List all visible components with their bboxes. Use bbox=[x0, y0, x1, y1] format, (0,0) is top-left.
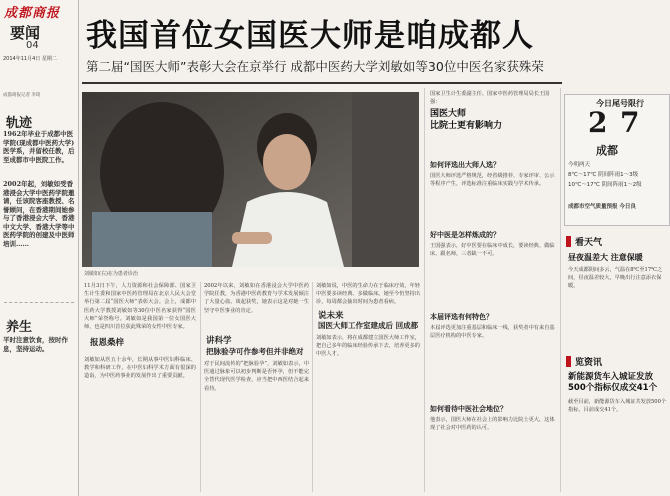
weather-city: 成都 bbox=[596, 144, 618, 157]
column-rule bbox=[312, 282, 313, 492]
article-text: 2002年以来，刘敏如在香港浸会大学中医药学院任教，为香港中医药教育与学术发展倾注了大量心血。谈起获奖，她表示这是对她一生坚守中医事业的肯定。 bbox=[204, 283, 309, 314]
weather-headline: 昼夜温差大 注意保暖 bbox=[568, 253, 643, 262]
article-text: 刘敏如说，中医的生命力在于临床疗效，年轻中医要多读经典、多做临床。她至今仍坚持出诊，每周都会抽出时间为患者看病。 bbox=[316, 283, 420, 306]
page-number: 04 bbox=[26, 40, 39, 51]
qa-question: 如何看待中医社会地位？ bbox=[430, 405, 507, 413]
subsection-heading: 讲科学 bbox=[206, 336, 232, 346]
column-rule bbox=[560, 88, 561, 492]
subsection-heading: 说未来 bbox=[318, 311, 344, 321]
qa-answer: 本届评选更加注重基层和临床一线，获奖者中有来自基层医疗机构的中医专家。 bbox=[430, 325, 555, 339]
interview-title-line2: 比院士更有影响力 bbox=[430, 121, 503, 131]
column-rule bbox=[424, 88, 425, 492]
restriction-digit: 2 bbox=[588, 106, 608, 139]
divider bbox=[4, 302, 74, 303]
weather-today: 8℃～17℃ 阴间阵雨1～3级 bbox=[568, 172, 639, 178]
rail-heading-health: 养生 bbox=[6, 320, 33, 335]
air-quality: 成都市空气质量预报 今日良 bbox=[568, 204, 636, 210]
article-text: 刘敏如表示，将在成都建立国医大师工作室，把自己多年的临床经验传承下去，培养更多的中医人才。 bbox=[316, 335, 420, 358]
subsection-subheading: 国医大师工作室建成后 回成都 bbox=[318, 321, 419, 330]
news-text: 截至目前，新能源货车入城证共发放500个指标，目前成交41个。 bbox=[568, 399, 667, 413]
dateline: 2014年11月4日 星期二 bbox=[3, 56, 57, 62]
rail-heading-trajectory: 轨迹 bbox=[6, 116, 33, 131]
qa-answer: 他表示，国医大师在社会上的影响力比院士更大，这体现了社会对中医药的认可。 bbox=[430, 417, 555, 431]
photo-illustration bbox=[82, 92, 419, 267]
article-text: 11月3日下午，人力资源和社会保障部、国家卫生计生委和国家中医药管理局在北京人民大会堂举行第二届“国医大师”表彰大会。会上，成都中医药大学教授刘敏如等30位中医名家获得“国医大师”荣誉称号。刘敏如是我国第一位女国医大师，也是四川首位获此殊荣的女性中医专家。 bbox=[84, 283, 196, 331]
news-section-title: 览资讯 bbox=[575, 358, 603, 368]
divider bbox=[82, 82, 562, 84]
masthead-logo: 成都商报 bbox=[4, 6, 61, 21]
weather-tomorrow: 10℃～17℃ 阴间阵雨1～2级 bbox=[568, 182, 642, 188]
weather-text: 今天成都阴间多云，气温在8℃至17℃之间，昼夜温差较大，早晚出行注意添衣保暖。 bbox=[568, 267, 663, 289]
news-headline: 新能源货车入城证发放 500个指标仅成交41个 bbox=[568, 372, 658, 393]
interview-kicker: 国家卫生计生委副主任、国家中医药管理局局长王国强： bbox=[430, 91, 550, 105]
article-text: 对于民间流传的“把脉验孕”，刘敏如表示，中医通过脉象可以初步判断是否怀孕，但不能完全替代现代医学检查，应当把中西医结合起来看待。 bbox=[204, 361, 309, 392]
restriction-title: 今日尾号限行 bbox=[596, 99, 644, 108]
qa-answer: 王国强表示，好中医要在临床中成长，要读经典、做临床、跟名师，三者缺一不可。 bbox=[430, 243, 555, 257]
news-photo bbox=[82, 92, 419, 267]
column-rule bbox=[200, 282, 201, 492]
headline: 我国首位女国医大师是咱成都人 bbox=[86, 18, 534, 54]
rail-byline: 成都商报记者 李琦 bbox=[3, 93, 41, 98]
qa-question: 好中医是怎样炼成的？ bbox=[430, 231, 500, 239]
rail-text: 平时注意饮食，按时作息，坚持运动。 bbox=[3, 336, 68, 353]
rail-text: 1962年毕业于成都中医学院(现成都中医药大学)医学系，并留校任教，后至成都市中医院工作。 bbox=[3, 130, 75, 164]
restriction-digit: 7 bbox=[620, 106, 640, 139]
subsection-subheading: 把脉验孕可作参考但并非绝对 bbox=[206, 347, 304, 356]
interview-title-line1: 国医大师 bbox=[430, 109, 467, 119]
section-marker bbox=[566, 236, 571, 247]
article-text: 刘敏如从医五十余年，长期从事中医妇科临床、教学和科研工作，在中医妇科学术方面有很深的造诣，为中医药事业的发展作出了重要贡献。 bbox=[84, 357, 196, 380]
rail-text: 2002年起，刘敏如受香港浸会大学中医药学院邀请，任该院客座教授、名誉顾问，在香港期间她参与了香港浸会大学、香港中文大学、香港大学等中医药学院的创建及中医师培训…… bbox=[3, 180, 75, 248]
qa-question: 如何评选出大师人选？ bbox=[430, 161, 500, 169]
subheadline: 第二届“国医大师”表彰大会在京举行 成都中医药大学刘敏如等30位中医名家获殊荣 bbox=[86, 59, 544, 74]
qa-question: 本届评选有何特色？ bbox=[430, 313, 493, 321]
qa-answer: 国医大师评选严格规范，经省级推荐、专家评审、公示等程序产生，评选标准注重临床实践与学术传承。 bbox=[430, 173, 555, 187]
weather-section-title: 看天气 bbox=[575, 238, 603, 248]
photo-caption: 刘敏如(右)在为患者诊治 bbox=[84, 271, 138, 277]
section-title: 要闻 bbox=[10, 24, 41, 42]
section-marker bbox=[566, 356, 571, 367]
subsection-heading: 报恩桑梓 bbox=[90, 338, 125, 348]
weather-label: 今明两天 bbox=[568, 162, 591, 168]
